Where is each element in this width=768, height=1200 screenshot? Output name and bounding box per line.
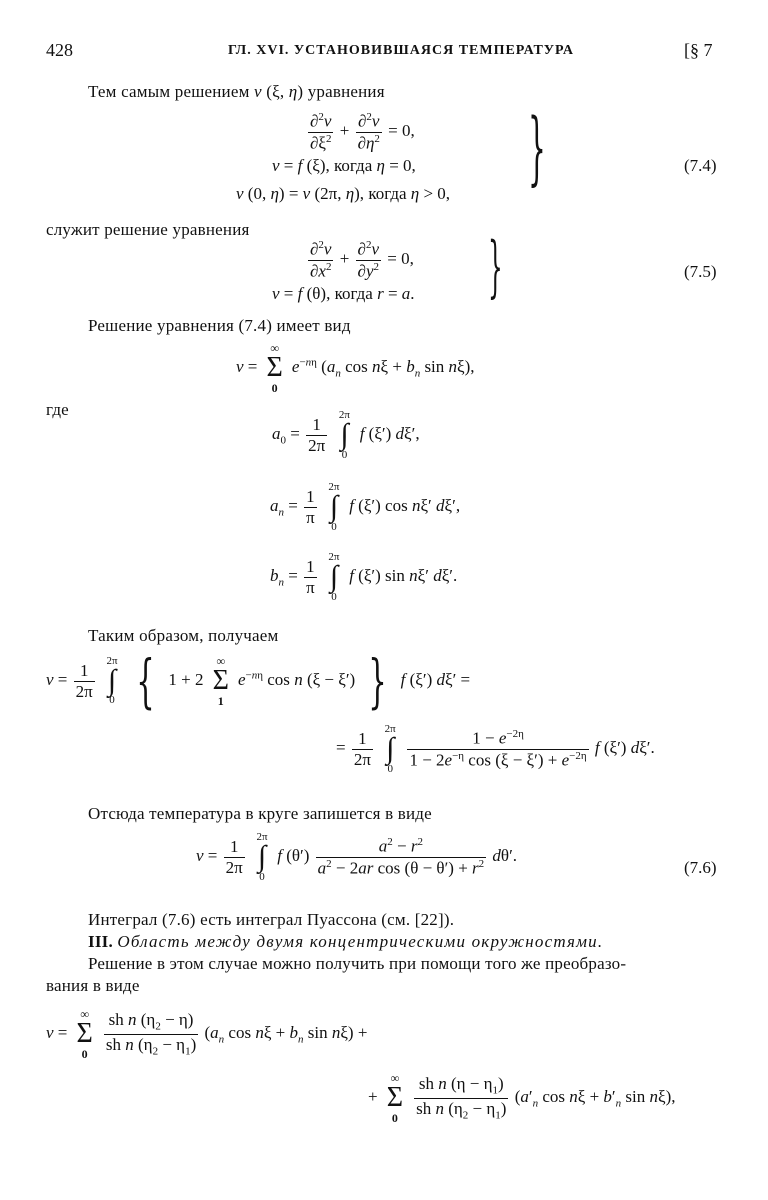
equation-7-4-line2: v = f (ξ), когда η = 0, bbox=[272, 156, 416, 175]
paragraph-solution-form: Решение уравнения (7.4) имеет вид bbox=[88, 316, 351, 335]
equation-a0: $a_0$ = $\frac{1}{2\pi}$ 2π ∫ 0 f (ξ′) dξ′, bbox=[272, 409, 420, 461]
equation-poisson-derivation-line2: = $\frac{1}{2\pi}$ 2π ∫ 0 $\frac{1 - e^{-2\eta}}{1 - 2e^{-\eta} \cos (\xi - \xi') + e^{-2\eta}}$ f (ξ′) dξ′. bbox=[336, 723, 655, 775]
paragraph-thus: Таким образом, получаем bbox=[88, 626, 279, 645]
equation-poisson-derivation-line1: v = $\frac{1}{2\pi}$ 2π ∫ 0 { 1 + 2 ∞ Σ 1 $e^{-n\eta}$ cos n (ξ − ξ′) } f (ξ′) dξ′ = bbox=[46, 647, 471, 715]
paragraph-temperature-circle: Отсюда температура в круге запишется в виде bbox=[88, 804, 432, 823]
equation-7-6: v = $\frac{1}{2\pi}$ 2π ∫ 0 f (θ′) $\frac{a^2 - r^2}{a^2 - 2ar \cos (\theta - \theta') + r^2}$ dθ′. bbox=[196, 831, 518, 883]
equation-number-7-6: (7.6) bbox=[684, 858, 717, 877]
equation-7-5-line2: v = f (θ), когда r = a. bbox=[272, 284, 415, 303]
paragraph-annulus-solution-1: Решение в этом случае можно получить при помощи того же преобразо- bbox=[88, 954, 627, 973]
brace-7-5: } bbox=[488, 228, 503, 305]
brace-7-4: } bbox=[528, 101, 546, 194]
paragraph-annulus-solution-2: вания в виде bbox=[46, 976, 140, 995]
equation-number-7-5: (7.5) bbox=[684, 262, 717, 281]
paragraph-serves-solution: служит решение уравнения bbox=[46, 220, 250, 239]
equation-number-7-4: (7.4) bbox=[684, 156, 717, 175]
equation-bn: $b_n$ = $\frac{1}{\pi}$ 2π ∫ 0 f (ξ′) sin nξ′ dξ′. bbox=[270, 551, 458, 603]
equation-7-5-line1: $\frac{\partial^2v}{\partial x^2}$ + $\frac{\partial^2v}{\partial y^2}$ = 0, bbox=[310, 239, 414, 281]
equation-7-4-line1: $\frac{\partial^2v}{\partial\xi^2}$ + $\frac{\partial^2v}{\partial\eta^2}$ = 0, bbox=[310, 111, 415, 153]
equation-7-4-line3: v (0, η) = v (2π, η), когда η > 0, bbox=[236, 184, 451, 203]
paragraph-intro: Тем самым решением v (ξ, η) уравнения bbox=[88, 82, 385, 101]
running-title: ГЛ. XVI. УСТАНОВИВШАЯСЯ ТЕМПЕРАТУРА bbox=[228, 43, 574, 58]
section-mark: [§ 7 bbox=[684, 40, 713, 60]
equation-annulus-line1: v = ∞ Σ 0 $\frac{sh n (\eta_2 - \eta)}{sh n (\eta_2 - \eta_1)}$ ($a_n$ $\cos n\xi + b_n$ sin nξ) + bbox=[46, 1007, 368, 1061]
paragraph-where: где bbox=[46, 400, 69, 419]
section-heading-annulus: III. Область между двумя концентрическими окружностями. bbox=[88, 932, 604, 951]
paragraph-poisson-integral: Интеграл (7.6) есть интеграл Пуассона (см. [22]). bbox=[88, 910, 455, 929]
equation-series-v: v = ∞ Σ 0 $e^{-n\eta}$ ($a_n$ $\cos n\xi + b_n$ sin nξ), bbox=[236, 341, 475, 395]
equation-an: $a_n$ = $\frac{1}{\pi}$ 2π ∫ 0 f (ξ′) cos nξ′ dξ′, bbox=[270, 481, 461, 533]
equation-annulus-line2: + ∞ Σ 0 $\frac{sh n (\eta - \eta_1)}{sh n (\eta_2 - \eta_1)}$ ($a'_n$ $\cos n\xi + b'_n$ sin nξ), bbox=[368, 1071, 676, 1125]
page-number: 428 bbox=[46, 40, 73, 60]
